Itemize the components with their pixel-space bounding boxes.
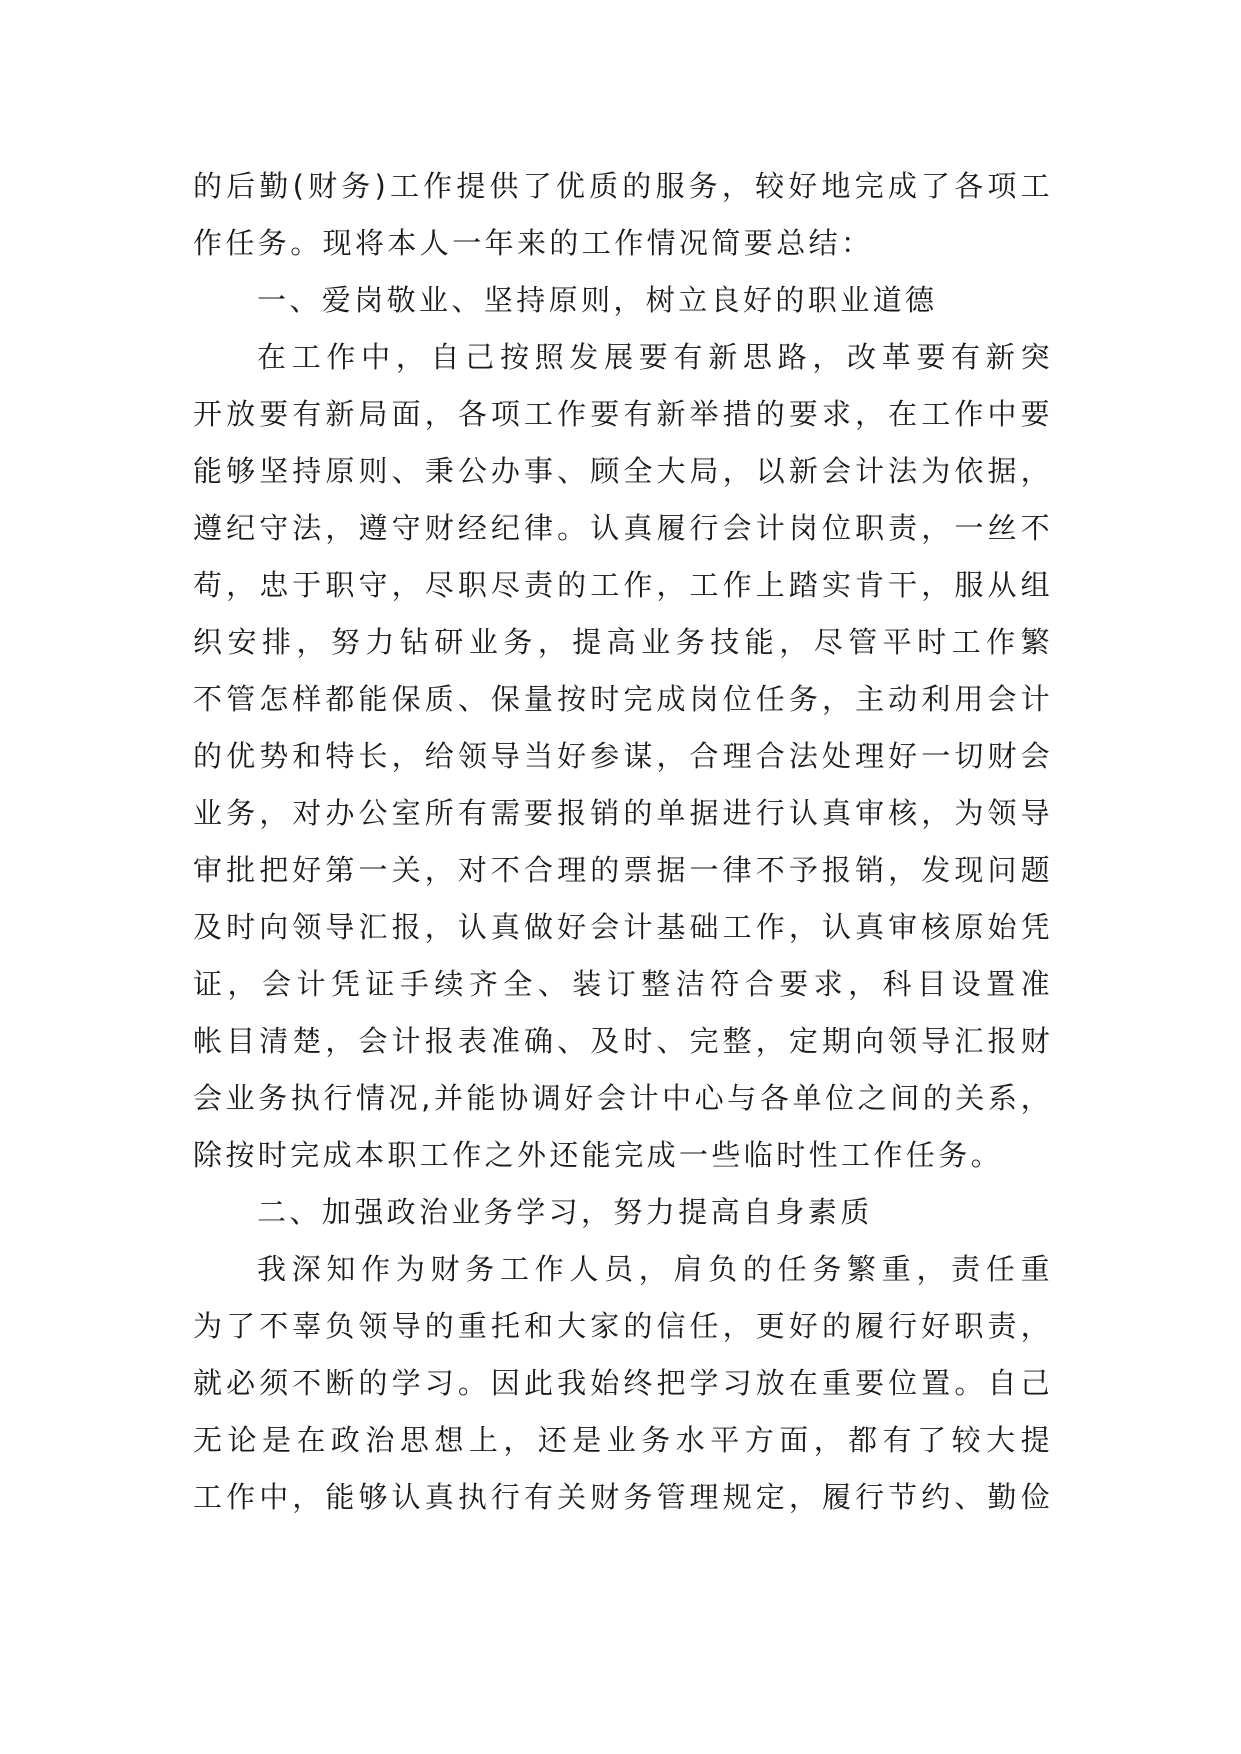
text-line: 在工作中，自己按照发展要有新思路，改革要有新突 [257, 340, 1053, 374]
text-line: 就必须不断的学习。因此我始终把学习放在重要位置。自己 [193, 1366, 1053, 1400]
text-line: 证，会计凭证手续齐全、装订整洁符合要求，科目设置准 [193, 967, 1053, 1001]
text-line: 工作中，能够认真执行有关财务管理规定，履行节约、勤俭 [193, 1480, 1053, 1514]
text-line: 会业务执行情况,并能协调好会计中心与各单位之间的关系， [193, 1081, 1053, 1115]
section-heading: 二、加强政治业务学习，努力提高自身素质 [257, 1195, 873, 1229]
text-line: 帐目清楚，会计报表准确、及时、完整，定期向领导汇报财 [193, 1024, 1053, 1058]
text-line: 的后勤(财务)工作提供了优质的服务，较好地完成了各项工 [193, 169, 1053, 203]
text-line: 业务，对办公室所有需要报销的单据进行认真审核，为领导 [193, 796, 1053, 830]
text-line: 除按时完成本职工作之外还能完成一些临时性工作任务。 [193, 1138, 1004, 1172]
text-line: 苟，忠于职守，尽职尽责的工作，工作上踏实肯干，服从组 [193, 568, 1053, 602]
text-line: 作任务。现将本人一年来的工作情况简要总结： [193, 226, 874, 260]
text-line: 无论是在政治思想上，还是业务水平方面，都有了较大提 [193, 1423, 1053, 1457]
text-line: 织安排，努力钻研业务，提高业务技能，尽管平时工作繁 [193, 625, 1053, 659]
text-line: 的优势和特长，给领导当好参谋，合理合法处理好一切财会 [193, 739, 1053, 773]
text-line: 审批把好第一关，对不合理的票据一律不予报销，发现问题 [193, 853, 1053, 887]
document-body [193, 158, 1053, 1526]
text-line: 我深知作为财务工作人员，肩负的任务繁重，责任重 [257, 1252, 1053, 1286]
text-line: 能够坚持原则、秉公办事、顾全大局，以新会计法为依据， [193, 454, 1053, 488]
text-line: 及时向领导汇报，认真做好会计基础工作，认真审核原始凭 [193, 910, 1053, 944]
text-line: 开放要有新局面，各项工作要有新举措的要求，在工作中要 [193, 397, 1053, 431]
text-line: 为了不辜负领导的重托和大家的信任，更好的履行好职责， [193, 1309, 1053, 1343]
text-line: 不管怎样都能保质、保量按时完成岗位任务，主动利用会计 [193, 682, 1053, 716]
section-heading: 一、爱岗敬业、坚持原则，树立良好的职业道德 [257, 283, 938, 317]
text-line: 遵纪守法，遵守财经纪律。认真履行会计岗位职责，一丝不 [193, 511, 1053, 545]
